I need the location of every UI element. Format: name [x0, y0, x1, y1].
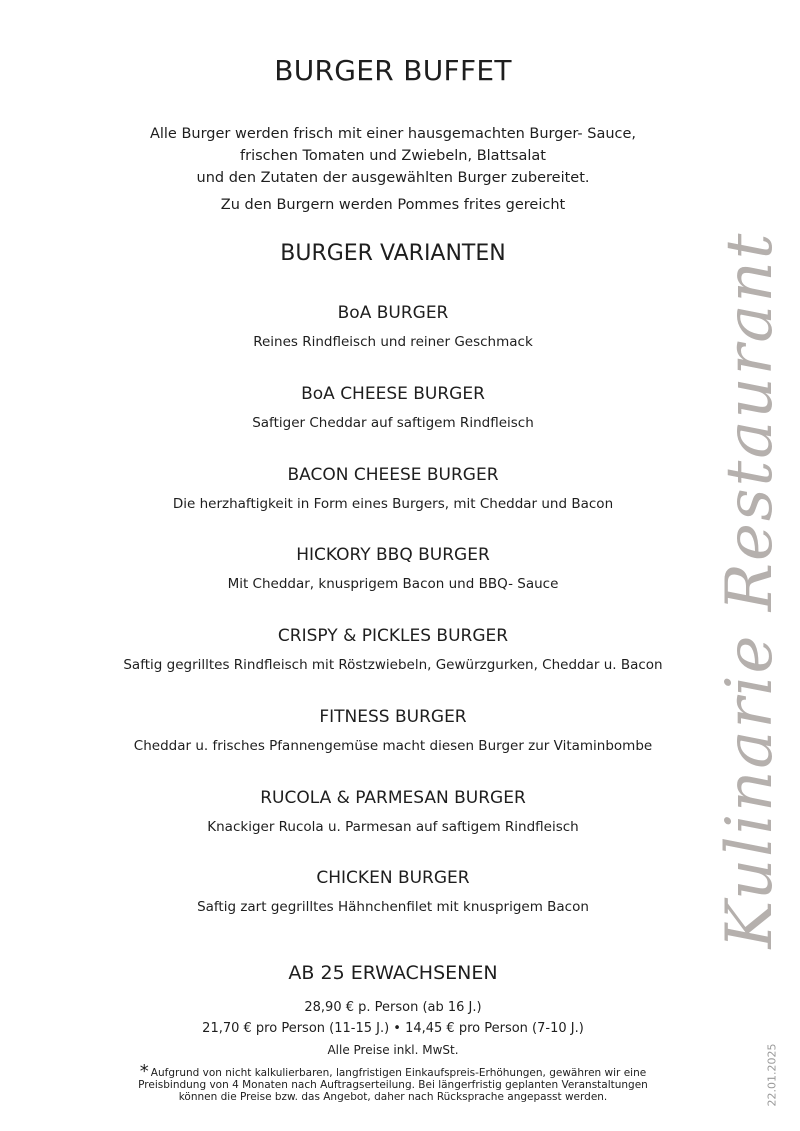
brand-script-text: Kulinarie Restaurant: [713, 231, 787, 949]
footnote-star: *: [139, 1061, 149, 1082]
burger-description: Reines Rindfleisch und reiner Geschmack: [253, 334, 533, 350]
burger-name: CRISPY & PICKLES BURGER: [277, 626, 509, 646]
burger-name: FITNESS BURGER: [319, 707, 467, 727]
footnote-line: Aufgrund von nicht kalkulierbaren, langfristigen Einkaufspreis-Erhöhungen, gewähren wir eine: [150, 1067, 647, 1079]
burger-name: RUCOLA & PARMESAN BURGER: [260, 788, 526, 808]
burger-name: BoA CHEESE BURGER: [301, 384, 485, 404]
intro-line: frischen Tomaten und Zwiebeln, Blattsalat: [240, 148, 546, 164]
burger-description: Knackiger Rucola u. Parmesan auf saftigem Rindfleisch: [207, 819, 579, 835]
footnote-line: können die Preise bzw. das Angebot, daher nach Rücksprache angepasst werden.: [178, 1091, 608, 1103]
children-price: 21,70 € pro Person (11-15 J.) • 14,45 € pro Person (7-10 J.): [202, 1021, 584, 1036]
variants-heading: BURGER VARIANTEN: [280, 241, 506, 266]
date-text: 22.01.2025: [765, 1043, 779, 1107]
footnote: [110, 1061, 676, 1103]
page-title: BURGER BUFFET: [274, 54, 512, 87]
burger-description: Mit Cheddar, knusprigem Bacon und BBQ- Sauce: [227, 576, 559, 592]
burger-name: BoA BURGER: [337, 303, 449, 323]
burger-name: CHICKEN BURGER: [316, 868, 470, 888]
intro-line: Alle Burger werden frisch mit einer hausgemachten Burger- Sauce,: [149, 126, 637, 142]
intro-text: [0, 123, 786, 189]
fries-note: Zu den Burgern werden Pommes frites gereicht: [220, 197, 566, 213]
burger-description: Die herzhaftigkeit in Form eines Burgers, mit Cheddar und Bacon: [172, 496, 614, 512]
vat-note: Alle Preise inkl. MwSt.: [327, 1043, 459, 1057]
footnote-line: Preisbindung von 4 Monaten nach Auftragserteilung. Bei längerfristig geplanten Veranstaltungen: [138, 1079, 648, 1091]
burger-name: HICKORY BBQ BURGER: [296, 545, 490, 565]
burger-description: Saftig gegrilltes Rindfleisch mit Röstzwiebeln, Gewürzgurken, Cheddar u. Bacon: [123, 657, 663, 673]
burger-description: Saftiger Cheddar auf saftigem Rindfleisch: [252, 415, 534, 431]
burger-name: BACON CHEESE BURGER: [287, 465, 499, 485]
burger-description: Cheddar u. frisches Pfannengemüse macht diesen Burger zur Vitaminbombe: [133, 738, 653, 754]
intro-line: und den Zutaten der ausgewählten Burger zubereitet.: [196, 170, 590, 186]
pricing-heading: AB 25 ERWACHSENEN: [288, 962, 498, 984]
adult-price: 28,90 € p. Person (ab 16 J.): [304, 1000, 482, 1015]
burger-description: Saftig zart gegrilltes Hähnchenfilet mit knusprigem Bacon: [197, 899, 589, 915]
